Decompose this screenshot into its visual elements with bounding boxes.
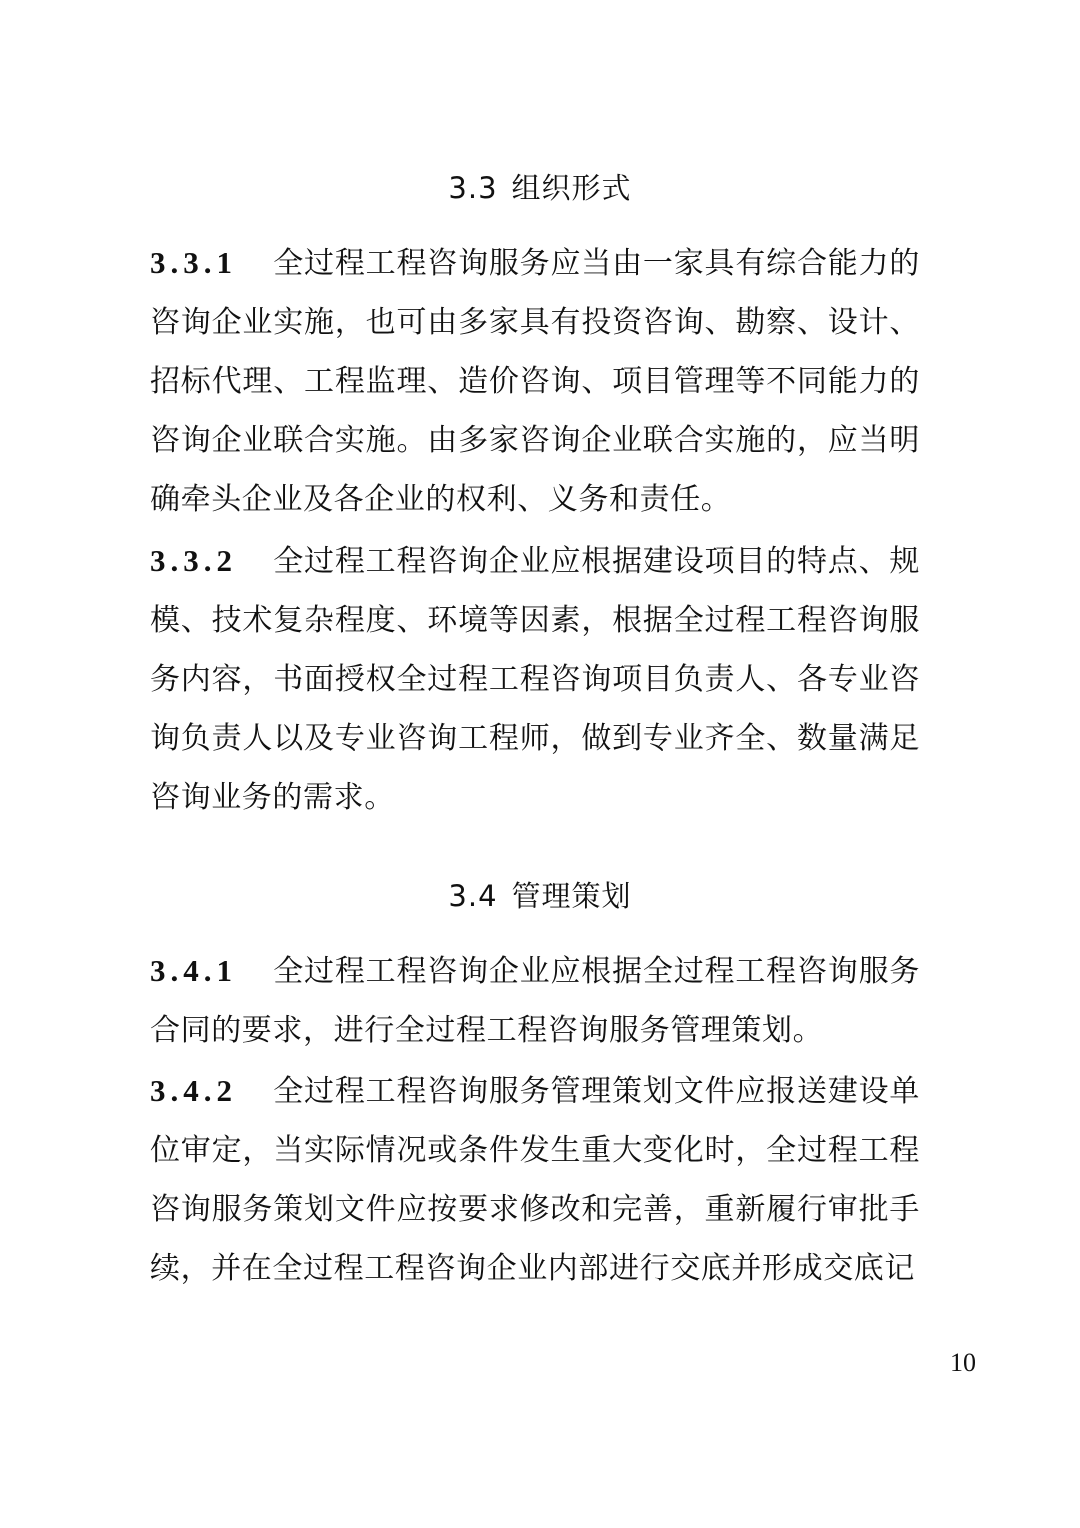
clause-number: 3.3.2 xyxy=(150,543,237,578)
section-title: 组织形式 xyxy=(511,171,632,205)
section-heading-3-3 xyxy=(0,168,1080,208)
section-number: 3.3 xyxy=(448,171,498,205)
clause-number: 3.3.1 xyxy=(150,245,237,280)
clause-3-3-2 xyxy=(150,531,920,827)
clause-text: 全过程工程咨询服务应当由一家具有综合能力的咨询企业实施，也可由多家具有投资咨询、勘察、设计、招标代理、工程监理、造价咨询、项目管理等不同能力的咨询企业联合实施。由多家咨询企业联合实施的，应当明确牵头企业及各企业的权利、义务和责任。 xyxy=(150,246,920,517)
clause-3-4-1 xyxy=(150,941,920,1060)
section-number: 3.4 xyxy=(448,879,498,913)
clause-text: 全过程工程咨询服务管理策划文件应报送建设单位审定，当实际情况或条件发生重大变化时，全过程工程咨询服务策划文件应按要求修改和完善，重新履行审批手续，并在全过程工程咨询企业内部进行交底并形成交底记 xyxy=(150,1074,920,1286)
clause-3-4-2 xyxy=(150,1061,920,1298)
clause-text: 全过程工程咨询企业应根据建设项目的特点、规模、技术复杂程度、环境等因素，根据全过程工程咨询服务内容，书面授权全过程工程咨询项目负责人、各专业咨询负责人以及专业咨询工程师，做到专业齐全、数量满足咨询业务的需求。 xyxy=(150,544,920,815)
clause-text: 全过程工程咨询企业应根据全过程工程咨询服务合同的要求，进行全过程工程咨询服务管理策划。 xyxy=(150,954,920,1048)
page-number: 10 xyxy=(950,1348,976,1377)
clause-number: 3.4.2 xyxy=(150,1073,237,1108)
section-heading-3-4 xyxy=(0,876,1080,916)
clause-number: 3.4.1 xyxy=(150,953,237,988)
section-title: 管理策划 xyxy=(511,879,632,913)
clause-3-3-1 xyxy=(150,233,920,529)
